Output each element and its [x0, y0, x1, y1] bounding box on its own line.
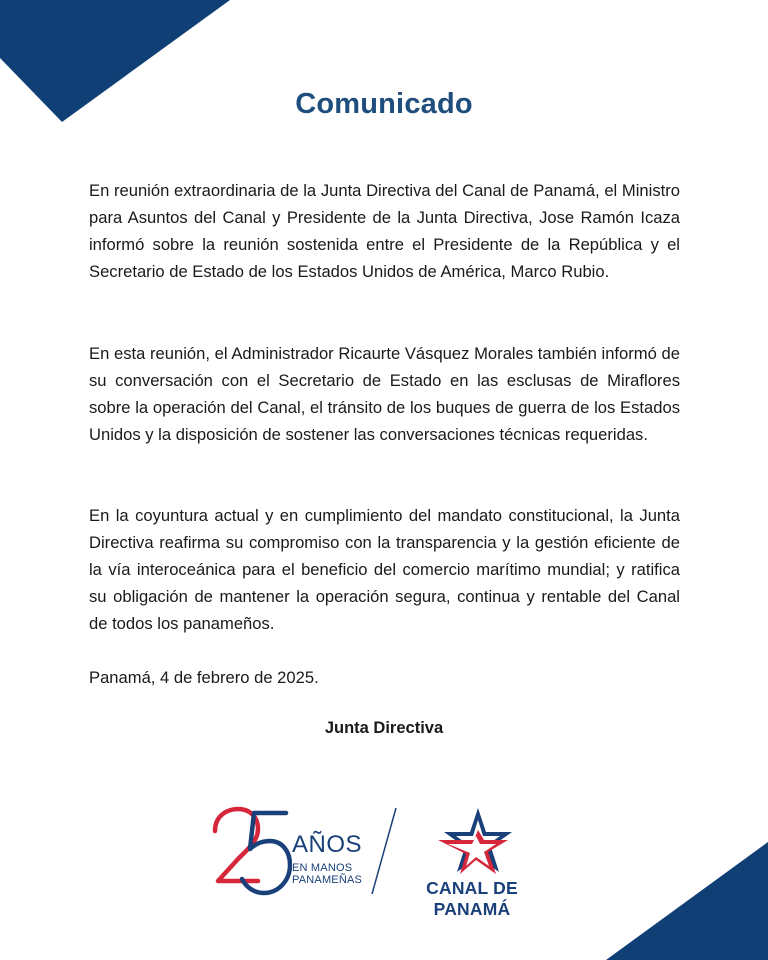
paragraph-1: En reunión extraordinaria de la Junta Directiva del Canal de Panamá, el Ministro para Asuntos del Canal y Presidente de la Junta Directiva, Jose Ramón Icaza informó sobre la reunión sostenida entre el Presidente de la República y el Secretario de Estado de los Estados Unidos de América, Marco Rubio. — [89, 181, 680, 281]
document-title: Comunicado — [295, 88, 473, 120]
signature: Junta Directiva — [324, 719, 444, 737]
paragraph-3: En la coyuntura actual y en cumplimiento del mandato constitucional, la Junta Directiva reafirma su compromiso con la transparencia y la gestión eficiente de la vía interoceánica para el beneficio del comercio marítimo mundial; y ratifica su obligación de mantener la operación segura, continua y rentable del Canal de todos los panameños. — [89, 506, 680, 633]
canal-star-icon — [434, 806, 514, 878]
anniversary-subtitle — [292, 862, 362, 886]
date-line: Panamá, 4 de febrero de 2025. — [89, 668, 319, 687]
anniversary-line-3: PANAMEÑAS — [292, 874, 363, 886]
anniversary-anos-text: AÑOS — [292, 831, 363, 858]
canal-logo-name: CANAL DE PANAMÁ — [426, 878, 518, 919]
anniversary-25-icon — [210, 805, 292, 897]
paragraph-2: En esta reunión, el Administrador Ricaurte Vásquez Morales también informó de su conversación con el Secretario de Estado en las esclusas de Miraflores sobre la operación del Canal, el tránsito de los buques de guerra de los Estados Unidos y la disposición de sostener las conversaciones técnicas requeridas. — [89, 344, 680, 444]
corner-decoration-bottom-right — [606, 842, 768, 960]
anniversary-line-2: EN MANOS — [292, 862, 353, 874]
